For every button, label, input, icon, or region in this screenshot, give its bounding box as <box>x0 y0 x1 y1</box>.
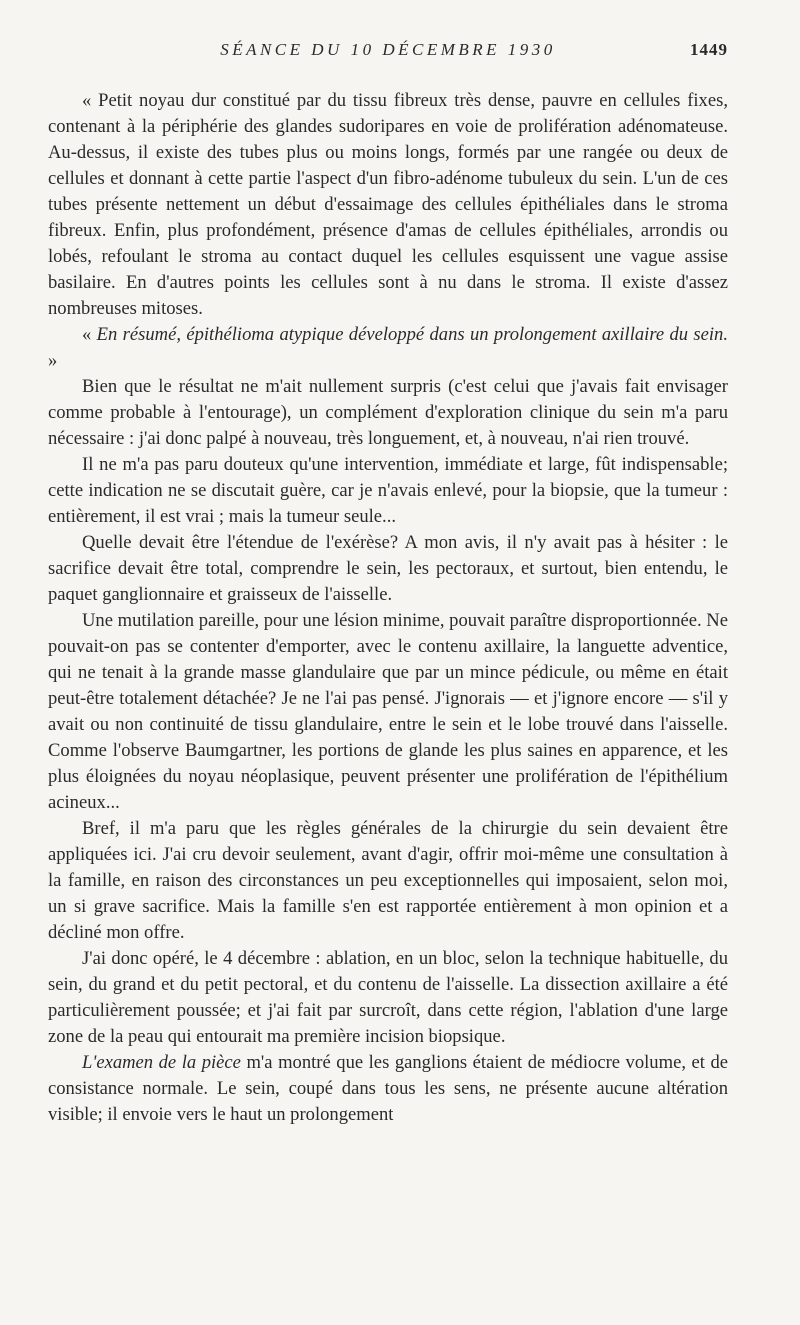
paragraph-examination <box>48 1050 728 1128</box>
page-header <box>48 40 728 70</box>
paragraph-intervention: Il ne m'a pas paru douteux qu'une intervention, immédiate et large, fût indispensable; cette indication ne se discutait guère, car je n'avais enlevé, pour la biopsie, que la tumeur : entièrement, il est vrai ; mais la tumeur seule... <box>48 454 728 527</box>
examination-text: m'a montré que les ganglions étaient de médiocre volume, et de consistance normale. Le sein, coupé dans tous les sens, ne présente aucune altération visible; il envoie vers le haut un prolongement <box>48 1052 728 1125</box>
paragraph-operation: J'ai donc opéré, le 4 décembre : ablation, en un bloc, selon la technique habituelle, du sein, du grand et du petit pectoral, et du contenu de l'aisselle. La dissection axillaire a été particulièrement poussée; et j'ai fait par surcroît, dans cette région, l'ablation d'une large zone de la peau qui entourait ma première incision biopsique. <box>48 948 728 1047</box>
page-number: 1449 <box>690 40 728 59</box>
close-quote: » <box>48 350 58 371</box>
open-quote: « <box>82 324 92 345</box>
running-title: SÉANCE DU 10 DÉCEMBRE 1930 <box>220 40 556 59</box>
summary-text: En résumé, épithélioma atypique développé dans un prolongement axillaire du sein. <box>96 324 728 345</box>
body-text <box>48 88 728 1128</box>
examination-lead: L'examen de la pièce <box>82 1052 241 1073</box>
paragraph-consultation: Bref, il m'a paru que les règles générales de la chirurgie du sein devaient être appliquées ici. J'ai cru devoir seulement, avant d'agir, offrir moi-même une consultation à la famille, en raison des circonstances un peu exceptionnelles qui imposaient, selon moi, un si grave sacrifice. Mais la famille s'en est rapportée entièrement à mon opinion et a décliné mon offre. <box>48 818 728 943</box>
paragraph-mutilation: Une mutilation pareille, pour une lésion minime, pouvait paraître disproportionnée. Ne pouvait-on pas se contenter d'emporter, avec le contenu axillaire, la languette adventice, qui ne tenait à la grande masse glandulaire que par un mince pédicule, ou même en était peut-être totalement détachée? Je ne l'ai pas pensé. J'ignorais — et j'ignore encore — s'il y avait ou non continuité de tissu glandulaire, entre le sein et le lobe trouvé dans l'aisselle. Comme l'observe Baumgartner, les portions de glande les plus saines en apparence, et les plus éloignées du noyau néoplasique, peuvent présenter une prolifération de l'épithélium acineux... <box>48 610 728 813</box>
paragraph-exeresis: Quelle devait être l'étendue de l'exérèse? A mon avis, il n'y avait pas à hésiter : le sacrifice devait être total, comprendre le sein, les pectoraux, et surtout, bien entendu, le paquet ganglionnaire et graisseux de l'aisselle. <box>48 532 728 605</box>
paragraph-summary <box>48 322 728 374</box>
paragraph-result: Bien que le résultat ne m'ait nullement surpris (c'est celui que j'avais fait envisager comme probable à l'entourage), un complément d'exploration clinique du sein m'a paru nécessaire : j'ai donc palpé à nouveau, très longuement, et, à nouveau, n'ai rien trouvé. <box>48 376 728 449</box>
paragraph-histology: « Petit noyau dur constitué par du tissu fibreux très dense, pauvre en cellules fixes, contenant à la périphérie des glandes sudoripares en voie de prolifération adénomateuse. Au-dessus, il existe des tubes plus ou moins longs, formés par une rangée ou deux de cellules et donnant à cette partie l'aspect d'un fibro-adénome tubuleux du sein. L'un de ces tubes présente nettement un début d'essaimage des cellules épithéliales dans le stroma fibreux. Enfin, plus profondément, présence d'amas de cellules épithéliales, arrondis ou lobés, refoulant le stroma au contact duquel les cellules esquissent une vague assise basilaire. En d'autres points les cellules sont à nu dans le stroma. Il existe d'assez nombreuses mitoses. <box>48 90 728 319</box>
